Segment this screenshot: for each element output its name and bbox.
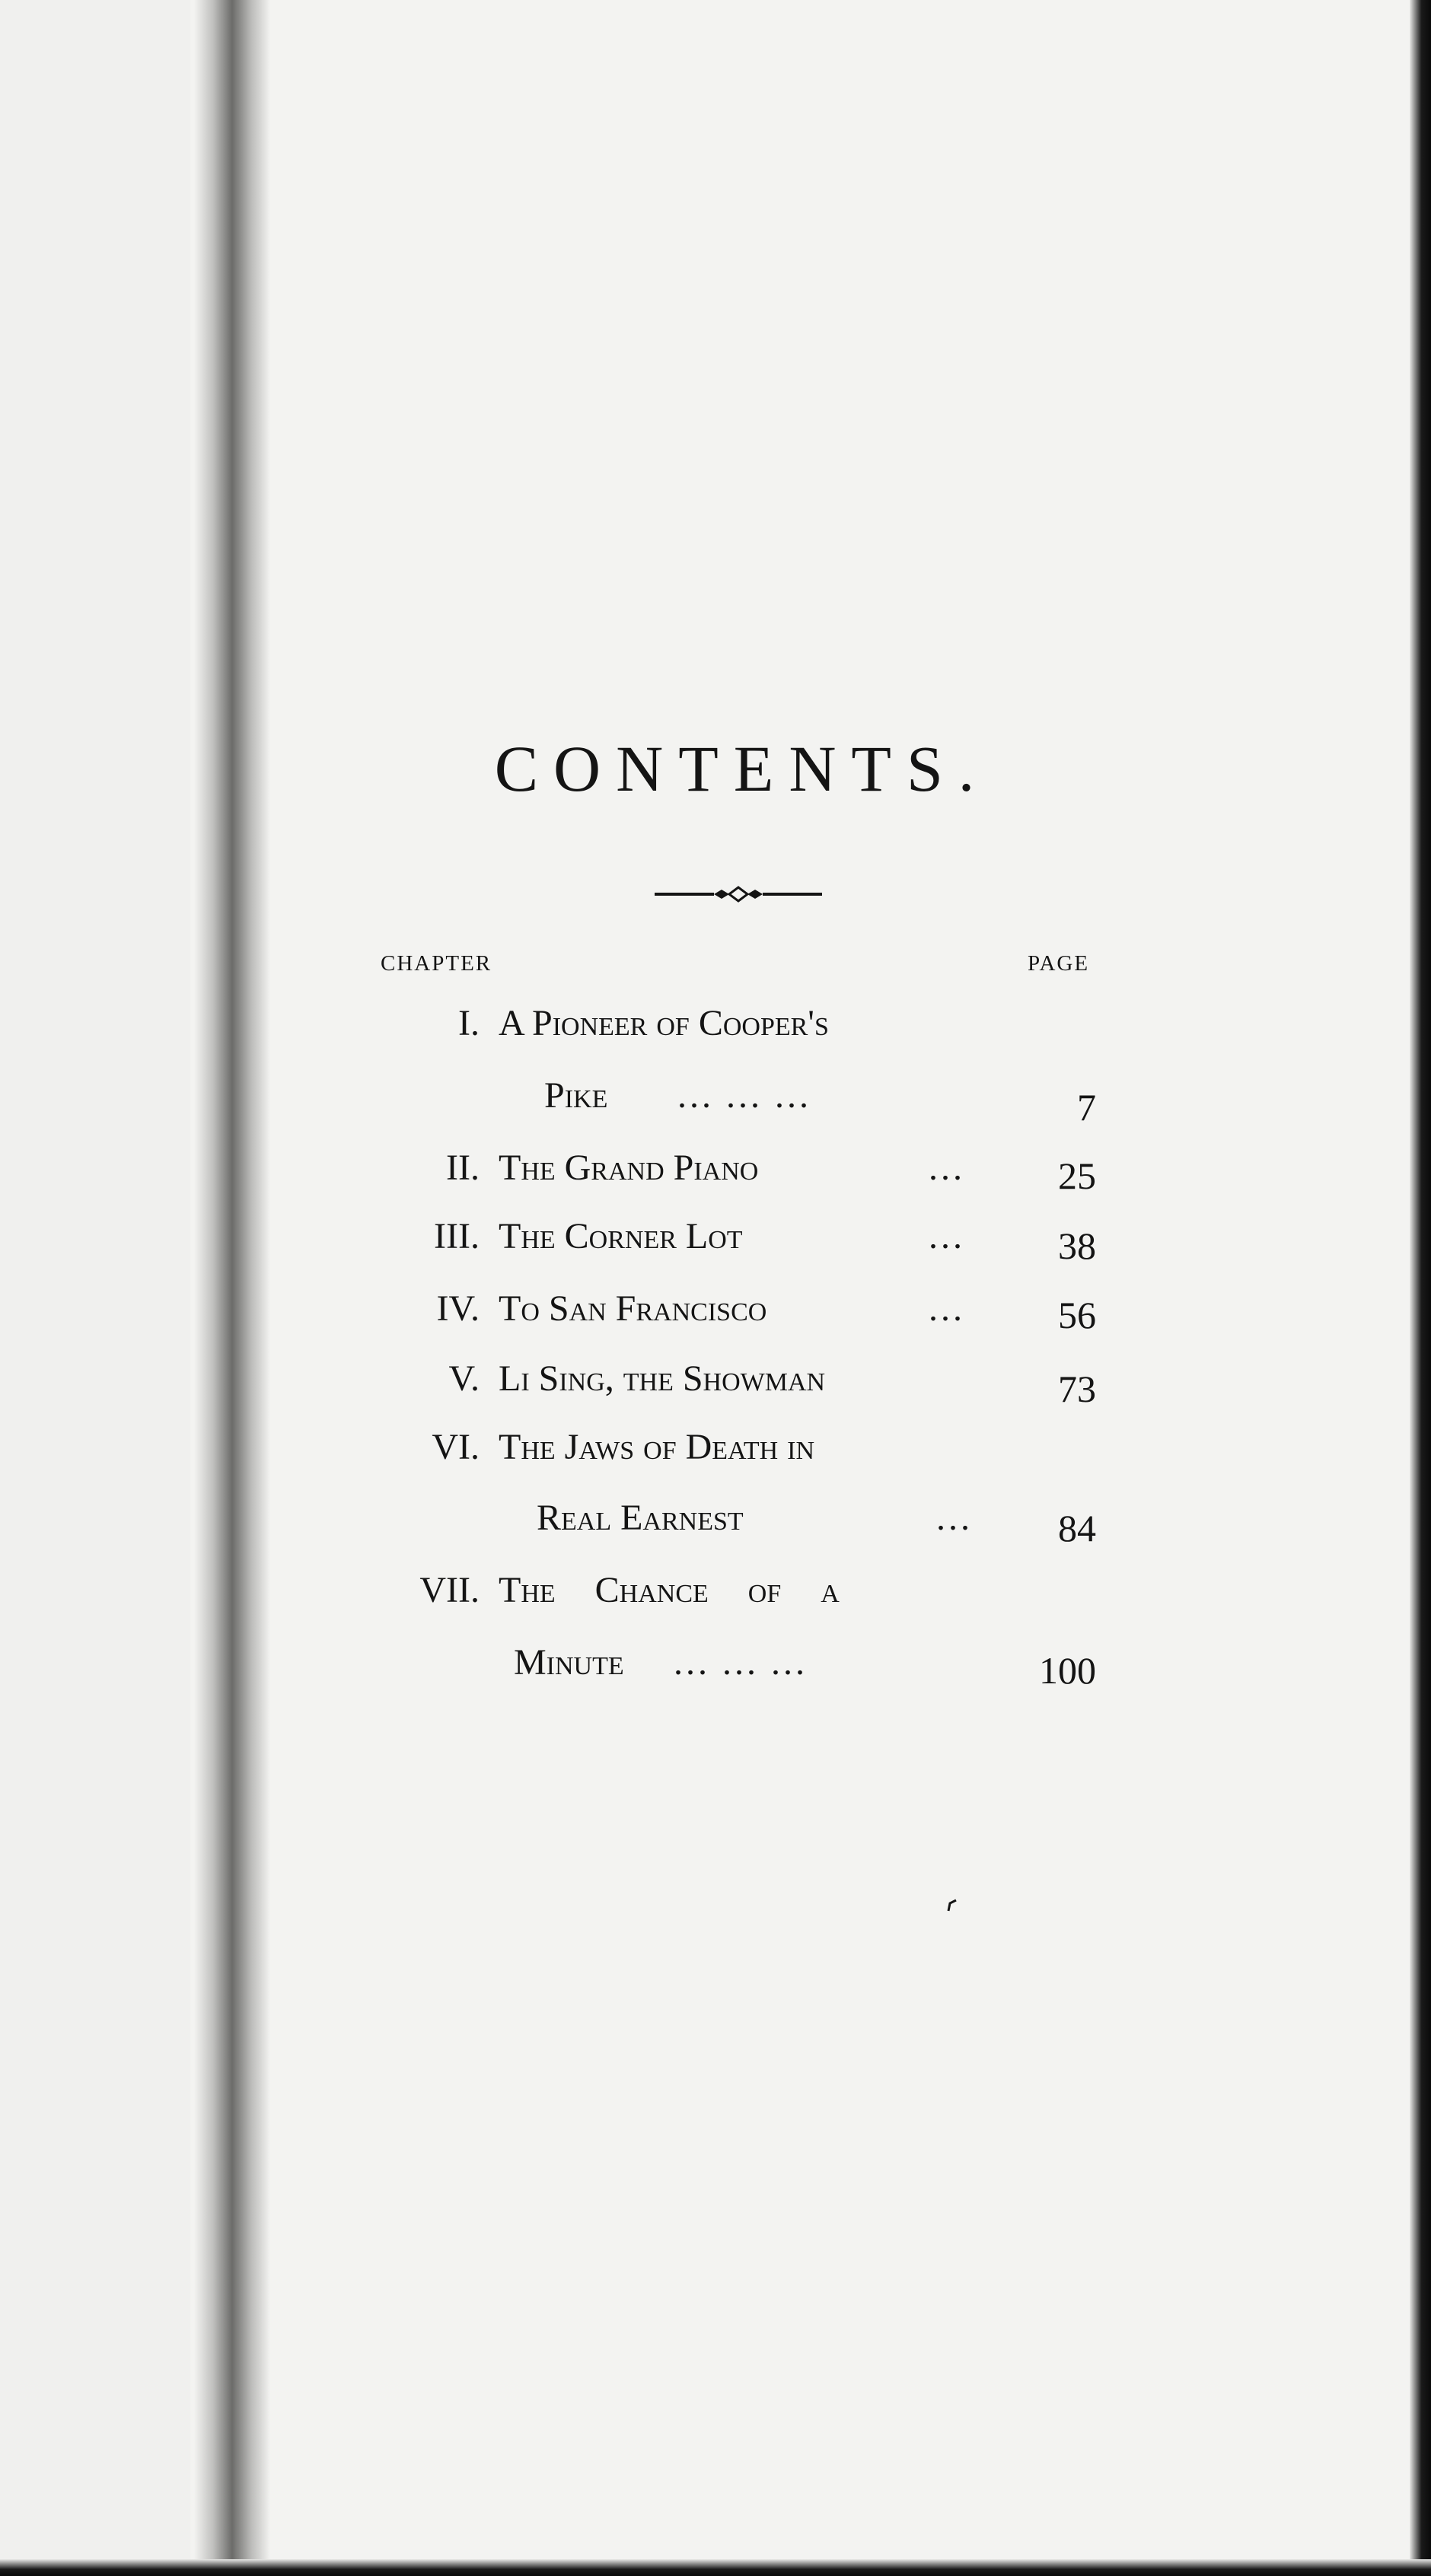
page-number: 38 — [1058, 1224, 1096, 1267]
toc-entry-2 — [381, 1138, 1005, 1199]
page-number: 25 — [1058, 1154, 1096, 1197]
toc-entry-5 — [381, 1348, 1005, 1409]
dot-leader: ... — [929, 1148, 965, 1188]
binding-gutter — [194, 0, 270, 2576]
dot-leader: ... — [929, 1288, 965, 1329]
page-number: 73 — [1058, 1368, 1096, 1410]
toc-entry-1 — [381, 993, 1005, 1054]
chapter-number: III. — [434, 1216, 480, 1256]
toc-entry-7-continued — [381, 1632, 1005, 1693]
page-number: 7 — [1077, 1086, 1096, 1129]
toc-entry-1-continued — [381, 1065, 1005, 1126]
scan-border-right — [1410, 0, 1431, 2576]
chapter-number: II. — [446, 1148, 480, 1188]
chapter-number: IV. — [436, 1288, 480, 1329]
toc-entry-6-continued — [381, 1488, 1005, 1549]
chapter-title: The Grand Piano — [499, 1148, 759, 1188]
ornament-divider — [655, 883, 822, 906]
chapter-title-continued: Real Earnest — [537, 1498, 744, 1538]
chapter-column-header: CHAPTER — [381, 951, 492, 976]
dot-leader: ... ... ... — [674, 1642, 808, 1683]
chapter-title: The Corner Lot — [499, 1216, 743, 1256]
chapter-title-continued: Minute — [514, 1642, 624, 1683]
chapter-number: VII. — [419, 1570, 480, 1610]
stray-ink-mark — [945, 1897, 958, 1912]
chapter-number: VI. — [432, 1427, 480, 1467]
toc-entry-3 — [381, 1206, 1005, 1267]
page-column-header: PAGE — [1028, 951, 1090, 976]
page-title: CONTENTS. — [494, 732, 990, 805]
chapter-title: The Jaws of Death in — [499, 1427, 815, 1467]
toc-entry-7 — [381, 1560, 1005, 1621]
page-number: 100 — [1039, 1649, 1096, 1692]
dot-leader: ... — [936, 1498, 973, 1538]
toc-entry-4 — [381, 1278, 1005, 1339]
dot-leader: ... — [929, 1216, 965, 1256]
chapter-title: To San Francisco — [499, 1288, 767, 1329]
chapter-title: The Chance of a — [499, 1570, 840, 1610]
chapter-number: I. — [458, 1003, 480, 1043]
chapter-title-continued: Pike — [544, 1075, 608, 1116]
scan-border-bottom — [0, 2559, 1431, 2576]
chapter-title: A Pioneer of Cooper's — [499, 1003, 829, 1043]
facing-page-edge — [0, 0, 190, 2576]
chapter-number: V. — [448, 1358, 480, 1399]
page-number: 84 — [1058, 1507, 1096, 1549]
dot-leader: ... ... ... — [677, 1075, 811, 1116]
toc-entry-6 — [381, 1417, 1005, 1478]
page-number: 56 — [1058, 1294, 1096, 1336]
chapter-title: Li Sing, the Showman — [499, 1358, 826, 1399]
